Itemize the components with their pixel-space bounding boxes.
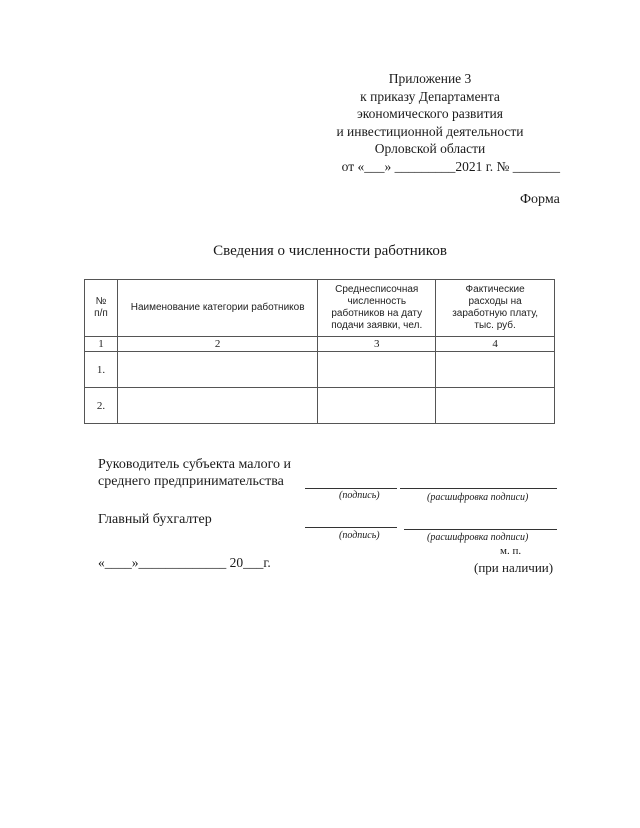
header-cell-payroll: Фактические расходы на заработную плату, тыс. руб. — [436, 280, 555, 337]
accountant-signature-line — [305, 527, 397, 528]
table-row — [85, 388, 555, 424]
header-cell-category: Наименование категории работников — [117, 280, 317, 337]
header-line-3: экономического развития — [357, 106, 503, 121]
stamp-mark: м. п. — [500, 545, 522, 557]
row-payroll — [436, 388, 555, 424]
form-label: Форма — [520, 192, 560, 207]
row-payroll — [436, 352, 555, 388]
column-number-3: 3 — [318, 337, 436, 352]
header-cell-headcount: Среднесписочная численность работников на дату подачи заявки, чел. — [318, 280, 436, 337]
date-line: «____»_____________ 20___г. — [98, 555, 271, 570]
accountant-signature-caption: (подпись) — [339, 530, 380, 541]
row-headcount — [318, 388, 436, 424]
head-label-line-1: Руководитель субъекта малого и — [98, 457, 291, 472]
document-title: Сведения о численности работников — [213, 243, 447, 259]
accountant-label: Главный бухгалтер — [98, 512, 212, 527]
head-signatory-label — [98, 456, 291, 490]
column-number-4: 4 — [436, 337, 555, 352]
accountant-name-caption: (расшифровка подписи) — [427, 532, 529, 543]
head-label-line-2: среднего предпринимательства — [98, 474, 284, 489]
row-index: 2. — [85, 388, 118, 424]
head-name-line — [400, 488, 557, 489]
employees-table — [84, 279, 555, 424]
header-cell-number: № п/п — [85, 280, 118, 337]
row-headcount — [318, 352, 436, 388]
column-number-1: 1 — [85, 337, 118, 352]
row-index: 1. — [85, 352, 118, 388]
header-line-1: Приложение 3 — [388, 71, 472, 86]
table-numbering-row — [85, 337, 555, 352]
header-line-4: и инвестиционной деятельности — [336, 123, 524, 139]
row-category — [117, 352, 317, 388]
head-signature-line — [305, 488, 397, 489]
accountant-name-line — [404, 529, 557, 530]
appendix-header — [300, 70, 560, 175]
head-signature-caption: (подпись) — [339, 490, 380, 501]
header-line-5: Орловской области — [374, 141, 486, 156]
head-name-caption: (расшифровка подписи) — [427, 492, 529, 503]
header-line-2: к приказу Департамента — [360, 88, 500, 104]
column-number-2: 2 — [117, 337, 317, 352]
table-row — [85, 352, 555, 388]
stamp-note: (при наличии) — [474, 560, 554, 575]
row-category — [117, 388, 317, 424]
table-header-row — [85, 280, 555, 337]
header-line-6: от «___» _________2021 г. № _______ — [341, 158, 560, 174]
